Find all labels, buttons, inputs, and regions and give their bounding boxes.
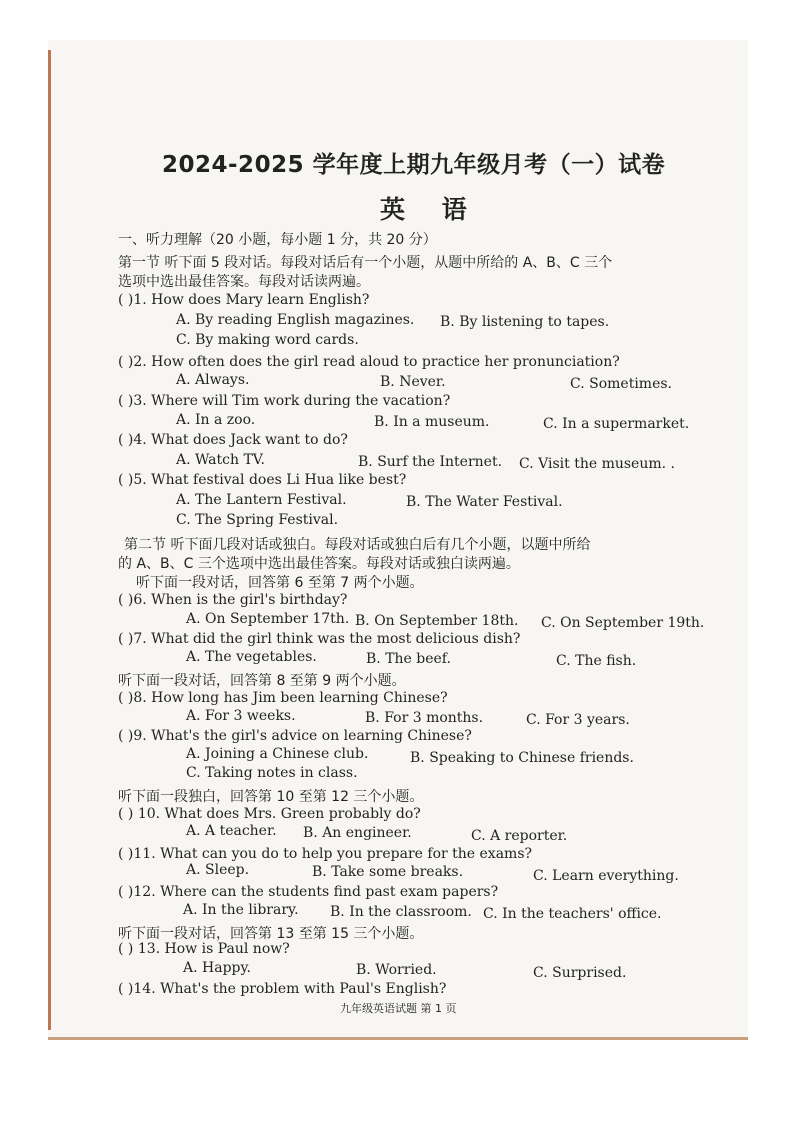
part1-heading: 一、听力理解（20 小题，每小题 1 分，共 20 分） <box>118 232 437 248</box>
question-11-option-c: C. Learn everything. <box>533 868 679 884</box>
question-1-option-b: B. By listening to tapes. <box>440 314 610 330</box>
question-5-stem: ( )5. What festival does Li Hua like best? <box>118 472 407 488</box>
question-8-option-c: C. For 3 years. <box>526 712 630 728</box>
question-11-stem: ( )11. What can you do to help you prepare for the exams? <box>118 846 533 862</box>
question-6-stem: ( )6. When is the girl's birthday? <box>118 592 348 608</box>
question-13-option-c: C. Surprised. <box>533 965 627 981</box>
question-4-option-c: C. Visit the museum. . <box>519 456 675 472</box>
question-6-option-b: B. On September 18th. <box>355 613 519 629</box>
question-11-option-a: A. Sleep. <box>186 862 250 878</box>
question-12-option-c: C. In the teachers' office. <box>483 906 662 922</box>
question-2-option-c: C. Sometimes. <box>570 376 672 392</box>
section1-instruction-line1: 第一节 听下面 5 段对话。每段对话后有一个小题，从题中所给的 A、B、C 三个 <box>118 255 613 271</box>
question-11-option-b: B. Take some breaks. <box>312 864 464 880</box>
question-5-option-c: C. The Spring Festival. <box>176 512 339 528</box>
instruction-q10-q12: 听下面一段独白，回答第 10 至第 12 三个小题。 <box>118 789 424 805</box>
instruction-q13-q15: 听下面一段对话，回答第 13 至第 15 三个小题。 <box>118 926 424 942</box>
question-3-stem: ( )3. Where will Tim work during the vacation? <box>118 393 451 409</box>
question-13-stem: ( ) 13. How is Paul now? <box>118 941 290 957</box>
instruction-q6-q7: 听下面一段对话，回答第 6 至第 7 两个小题。 <box>136 575 424 591</box>
question-6-option-a: A. On September 17th. <box>186 611 350 627</box>
question-12-option-a: A. In the library. <box>183 902 299 918</box>
paper-edge-bottom <box>48 1037 748 1040</box>
question-8-option-a: A. For 3 weeks. <box>186 708 296 724</box>
question-10-option-a: A. A teacher. <box>186 823 277 839</box>
question-10-option-b: B. An engineer. <box>303 825 412 841</box>
question-1-option-a: A. By reading English magazines. <box>176 312 415 328</box>
question-9-stem: ( )9. What's the girl's advice on learning Chinese? <box>118 728 472 744</box>
question-4-option-b: B. Surf the Internet. <box>358 454 503 470</box>
question-2-option-b: B. Never. <box>380 374 446 390</box>
question-14-stem: ( )14. What's the problem with Paul's English? <box>118 981 447 997</box>
page-footer: 九年级英语试题 第 1 页 <box>340 1002 457 1015</box>
subject-title: 英 语 <box>380 195 481 224</box>
question-9-option-c: C. Taking notes in class. <box>186 765 358 781</box>
question-12-stem: ( )12. Where can the students find past exam papers? <box>118 884 499 900</box>
section1-instruction-line2: 选项中选出最佳答案。每段对话读两遍。 <box>118 274 370 290</box>
question-7-option-a: A. The vegetables. <box>186 649 317 665</box>
question-9-option-a: A. Joining a Chinese club. <box>186 746 369 762</box>
question-8-stem: ( )8. How long has Jim been learning Chinese? <box>118 690 448 706</box>
question-13-option-b: B. Worried. <box>356 962 437 978</box>
section2-instruction-line1: 第二节 听下面几段对话或独白。每段对话或独白后有几个小题，以题中所给 <box>124 537 591 553</box>
question-10-stem: ( ) 10. What does Mrs. Green probably do? <box>118 806 421 822</box>
question-7-option-b: B. The beef. <box>366 651 451 667</box>
question-6-option-c: C. On September 19th. <box>541 615 705 631</box>
question-7-option-c: C. The fish. <box>556 653 637 669</box>
exam-title: 2024-2025 学年度上期九年级月考（一）试卷 <box>162 152 666 178</box>
question-4-option-a: A. Watch TV. <box>176 452 265 468</box>
question-10-option-c: C. A reporter. <box>471 828 568 844</box>
question-3-option-b: B. In a museum. <box>374 414 490 430</box>
question-13-option-a: A. Happy. <box>183 960 251 976</box>
question-5-option-a: A. The Lantern Festival. <box>176 492 347 508</box>
instruction-q8-q9: 听下面一段对话，回答第 8 至第 9 两个小题。 <box>118 673 406 689</box>
question-12-option-b: B. In the classroom. <box>330 904 472 920</box>
question-2-option-a: A. Always. <box>176 372 250 388</box>
paper-edge-left <box>48 50 51 1030</box>
question-4-stem: ( )4. What does Jack want to do? <box>118 432 348 448</box>
question-9-option-b: B. Speaking to Chinese friends. <box>410 750 634 766</box>
question-5-option-b: B. The Water Festival. <box>406 494 563 510</box>
question-8-option-b: B. For 3 months. <box>365 710 484 726</box>
question-1-option-c: C. By making word cards. <box>176 332 359 348</box>
section2-instruction-line2: 的 A、B、C 三个选项中选出最佳答案。每段对话或独白读两遍。 <box>118 556 520 572</box>
question-1-stem: ( )1. How does Mary learn English? <box>118 292 370 308</box>
question-7-stem: ( )7. What did the girl think was the most delicious dish? <box>118 631 521 647</box>
question-3-option-a: A. In a zoo. <box>176 412 256 428</box>
question-3-option-c: C. In a supermarket. <box>543 416 690 432</box>
question-2-stem: ( )2. How often does the girl read aloud to practice her pronunciation? <box>118 354 620 370</box>
